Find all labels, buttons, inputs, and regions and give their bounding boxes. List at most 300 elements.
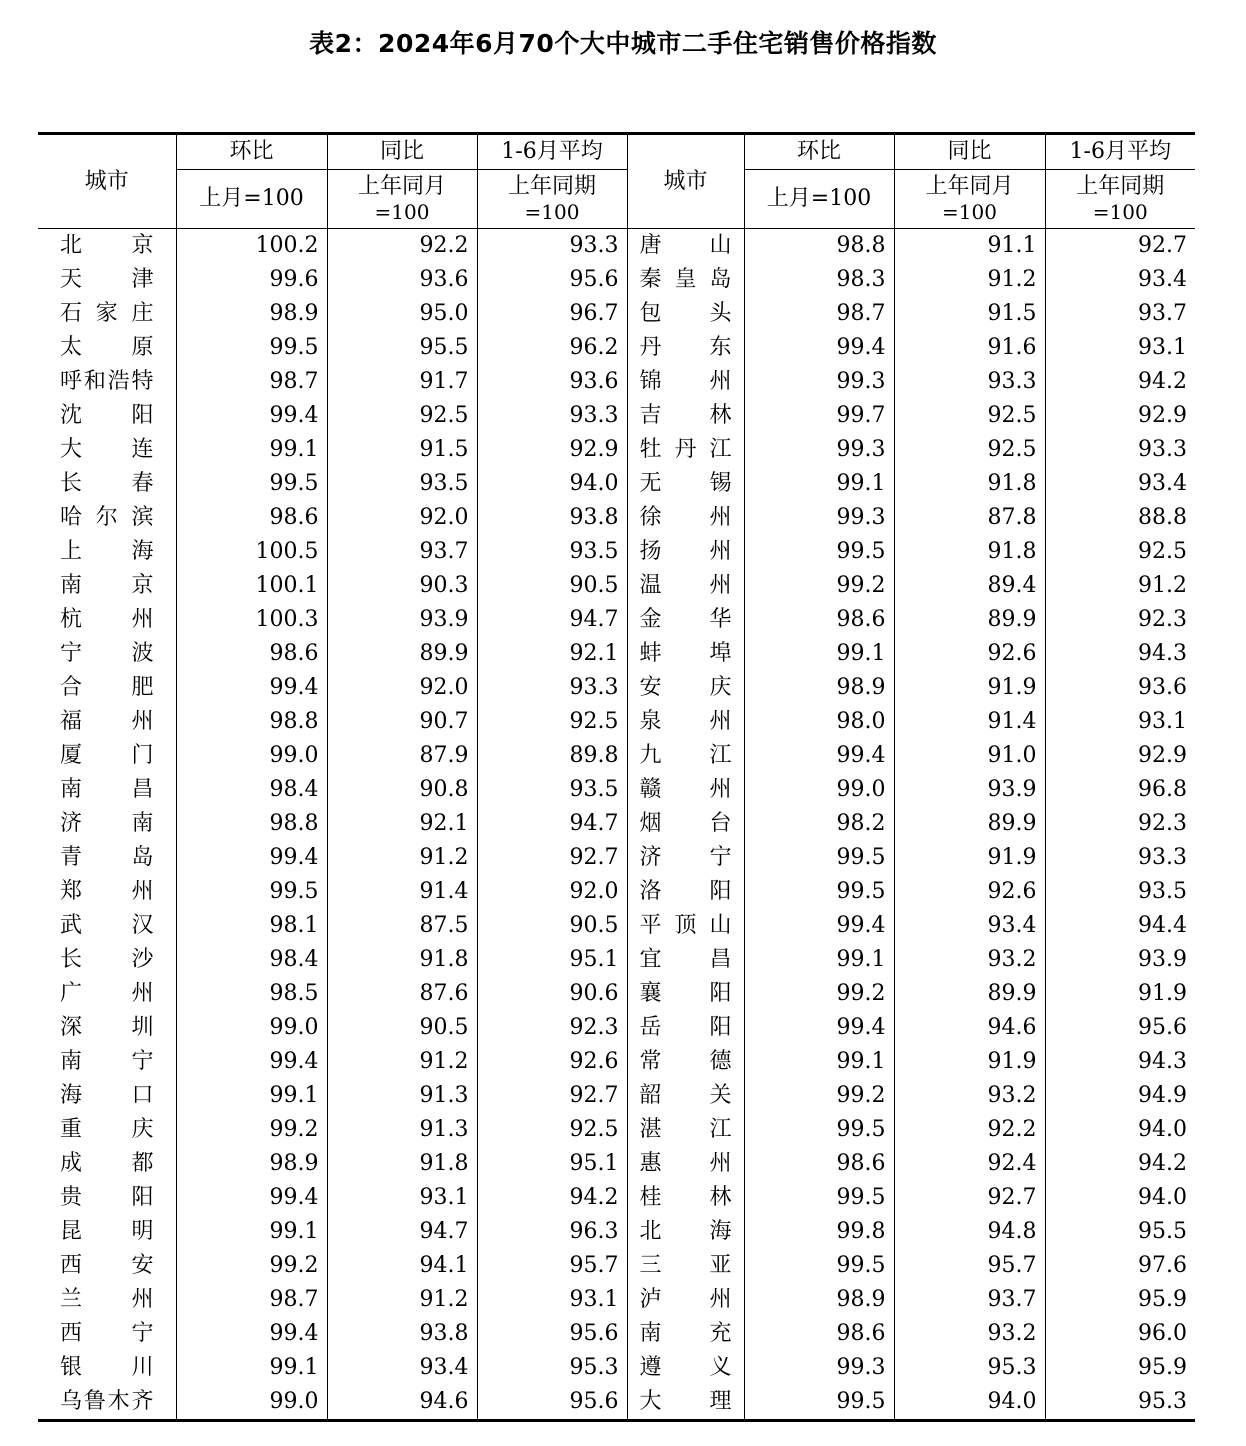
city-name-right: 桂林: [627, 1181, 744, 1215]
yoy-value-right: 93.4: [894, 909, 1045, 943]
city-name-right: 北海: [627, 1215, 744, 1249]
mom-value-right: 99.1: [744, 1045, 894, 1079]
table-row: [38, 909, 1195, 943]
city-name-right: 泸州: [627, 1283, 744, 1317]
avg-value-left: 95.6: [477, 1385, 627, 1421]
yoy-value-right: 93.2: [894, 1317, 1045, 1351]
city-name-left: 西安: [60, 1253, 154, 1278]
yoy-value-right: 91.5: [894, 297, 1045, 331]
yoy-value-left: 93.1: [327, 1181, 477, 1215]
yoy-value-right: 95.3: [894, 1351, 1045, 1385]
city-name-right: 遵义: [627, 1351, 744, 1385]
yoy-value-left: 91.2: [327, 1283, 477, 1317]
table-row: [38, 399, 1195, 433]
city-name-right: 大理: [627, 1385, 744, 1421]
yoy-value-left: 92.5: [327, 399, 477, 433]
avg-value-left: 92.0: [477, 875, 627, 909]
city-name-right: 丹东: [627, 331, 744, 365]
avg-value-right: 95.9: [1045, 1283, 1195, 1317]
mom-base-label: 上月=100: [766, 186, 872, 211]
yoy-value-right: 93.3: [894, 365, 1045, 399]
avg-value-right: 93.6: [1045, 671, 1195, 705]
table-row: [38, 1249, 1195, 1283]
yoy-value-right: 89.9: [894, 807, 1045, 841]
avg-value-right: 94.2: [1045, 1147, 1195, 1181]
yoy-value-left: 92.0: [327, 501, 477, 535]
avg-value-left: 90.5: [477, 569, 627, 603]
mom-value-left: 100.3: [176, 603, 327, 637]
avg-value-left: 95.6: [477, 1317, 627, 1351]
city-name-right: 扬州: [627, 535, 744, 569]
avg-base-line2: =100: [524, 200, 580, 224]
yoy-value-right: 92.7: [894, 1181, 1045, 1215]
yoy-value-left: 93.9: [327, 603, 477, 637]
mom-value-left: 99.4: [176, 1045, 327, 1079]
avg-value-left: 93.6: [477, 365, 627, 399]
avg-value-left: 95.1: [477, 943, 627, 977]
mom-value-right: 99.1: [744, 467, 894, 501]
city-name-right: 平顶山: [627, 909, 744, 943]
city-name-left: 呼和浩特: [60, 369, 154, 394]
city-name-left: 深圳: [60, 1015, 154, 1040]
city-name-right: 牡丹江: [627, 433, 744, 467]
yoy-value-left: 93.8: [327, 1317, 477, 1351]
mom-value-right: 99.2: [744, 1079, 894, 1113]
yoy-value-left: 90.5: [327, 1011, 477, 1045]
table-row: [38, 1351, 1195, 1385]
table-row: [38, 501, 1195, 535]
table-row: [38, 297, 1195, 331]
mom-value-left: 100.1: [176, 569, 327, 603]
table-row: [38, 467, 1195, 501]
avg-value-left: 92.6: [477, 1045, 627, 1079]
mom-value-right: 99.2: [744, 569, 894, 603]
avg-value-left: 92.7: [477, 1079, 627, 1113]
header-yoy-right: 同比: [894, 134, 1045, 170]
city-name-right: 温州: [627, 569, 744, 603]
mom-value-right: 99.4: [744, 739, 894, 773]
table-row: [38, 331, 1195, 365]
header-yoy-base-right: [894, 170, 1045, 229]
mom-value-right: 99.4: [744, 909, 894, 943]
mom-value-right: 99.8: [744, 1215, 894, 1249]
mom-value-right: 98.9: [744, 1283, 894, 1317]
header-yoy-base-left: [327, 170, 477, 229]
table-row: [38, 1045, 1195, 1079]
yoy-value-left: 91.3: [327, 1079, 477, 1113]
mom-value-right: 99.1: [744, 943, 894, 977]
mom-value-left: 99.5: [176, 331, 327, 365]
avg-value-right: 92.7: [1045, 229, 1195, 264]
mom-value-right: 99.3: [744, 365, 894, 399]
yoy-value-right: 89.9: [894, 977, 1045, 1011]
table-row: [38, 569, 1195, 603]
page-title: 表2：2024年6月70个大中城市二手住宅销售价格指数: [309, 29, 937, 58]
header-mom-base-left: [176, 170, 327, 229]
avg-value-right: 91.2: [1045, 569, 1195, 603]
table-row: [38, 603, 1195, 637]
city-name-left: 沈阳: [60, 403, 154, 428]
avg-value-right: 91.9: [1045, 977, 1195, 1011]
city-name-left: 大连: [60, 437, 154, 462]
yoy-value-left: 90.3: [327, 569, 477, 603]
mom-value-left: 99.6: [176, 263, 327, 297]
avg-value-left: 95.3: [477, 1351, 627, 1385]
mom-value-left: 98.6: [176, 637, 327, 671]
table-row: [38, 1283, 1195, 1317]
yoy-value-right: 93.9: [894, 773, 1045, 807]
avg-value-right: 94.3: [1045, 1045, 1195, 1079]
mom-value-right: 99.4: [744, 1011, 894, 1045]
avg-value-right: 95.3: [1045, 1385, 1195, 1421]
mom-value-left: 98.7: [176, 1283, 327, 1317]
avg-value-left: 89.8: [477, 739, 627, 773]
avg-value-right: 93.3: [1045, 841, 1195, 875]
city-name-left: 兰州: [60, 1287, 154, 1312]
yoy-value-left: 94.1: [327, 1249, 477, 1283]
mom-value-left: 98.8: [176, 705, 327, 739]
mom-value-right: 98.2: [744, 807, 894, 841]
yoy-value-left: 91.8: [327, 1147, 477, 1181]
avg-value-right: 93.4: [1045, 467, 1195, 501]
yoy-value-left: 89.9: [327, 637, 477, 671]
city-name-right: 南充: [627, 1317, 744, 1351]
avg-value-left: 93.3: [477, 399, 627, 433]
avg-value-left: 92.5: [477, 1113, 627, 1147]
header-city-right: 城市: [627, 134, 744, 229]
mom-value-left: 99.1: [176, 1215, 327, 1249]
avg-value-left: 94.0: [477, 467, 627, 501]
avg-value-right: 95.9: [1045, 1351, 1195, 1385]
city-name-left: 合肥: [60, 675, 154, 700]
yoy-value-right: 91.9: [894, 671, 1045, 705]
yoy-value-left: 91.3: [327, 1113, 477, 1147]
city-name-right: 泉州: [627, 705, 744, 739]
table-row: [38, 1079, 1195, 1113]
city-name-left: 宁波: [60, 641, 154, 666]
city-name-left: 郑州: [60, 879, 154, 904]
avg-value-right: 95.6: [1045, 1011, 1195, 1045]
avg-value-left: 92.1: [477, 637, 627, 671]
mom-value-right: 99.3: [744, 501, 894, 535]
avg-value-right: 93.3: [1045, 433, 1195, 467]
yoy-value-right: 95.7: [894, 1249, 1045, 1283]
header-avg-right: 1-6月平均: [1045, 134, 1195, 170]
city-name-left: 太原: [60, 335, 154, 360]
table-row: [38, 1181, 1195, 1215]
city-name-left: 银川: [60, 1355, 154, 1380]
city-name-right: 襄阳: [627, 977, 744, 1011]
yoy-value-right: 93.2: [894, 943, 1045, 977]
city-name-left: 北京: [60, 233, 154, 258]
city-name-left: 乌鲁木齐: [60, 1389, 154, 1414]
header-mom-right: 环比: [744, 134, 894, 170]
mom-value-right: 99.2: [744, 977, 894, 1011]
avg-value-right: 92.5: [1045, 535, 1195, 569]
mom-value-left: 99.1: [176, 1351, 327, 1385]
avg-value-right: 92.9: [1045, 399, 1195, 433]
mom-value-right: 99.5: [744, 875, 894, 909]
mom-value-right: 98.8: [744, 229, 894, 264]
city-name-right: 安庆: [627, 671, 744, 705]
mom-value-right: 99.5: [744, 841, 894, 875]
header-avg-left: 1-6月平均: [477, 134, 627, 170]
mom-value-left: 100.5: [176, 535, 327, 569]
mom-value-right: 99.3: [744, 1351, 894, 1385]
mom-value-left: 99.1: [176, 1079, 327, 1113]
avg-base-line2: =100: [1092, 200, 1148, 224]
table-row: [38, 841, 1195, 875]
table-row: [38, 1147, 1195, 1181]
table-row: [38, 365, 1195, 399]
avg-value-left: 93.3: [477, 671, 627, 705]
yoy-value-right: 92.4: [894, 1147, 1045, 1181]
city-name-right: 烟台: [627, 807, 744, 841]
table-row: [38, 773, 1195, 807]
avg-value-right: 93.5: [1045, 875, 1195, 909]
city-name-right: 洛阳: [627, 875, 744, 909]
header-mom-base-right: [744, 170, 894, 229]
avg-base-line1: 上年同期: [507, 174, 596, 199]
avg-value-left: 95.1: [477, 1147, 627, 1181]
mom-value-left: 99.4: [176, 399, 327, 433]
mom-value-right: 98.0: [744, 705, 894, 739]
mom-value-left: 99.0: [176, 1385, 327, 1421]
mom-value-right: 99.5: [744, 535, 894, 569]
table-row: [38, 1317, 1195, 1351]
avg-value-right: 93.1: [1045, 331, 1195, 365]
mom-value-right: 98.3: [744, 263, 894, 297]
yoy-value-right: 94.8: [894, 1215, 1045, 1249]
avg-value-left: 94.7: [477, 603, 627, 637]
header-avg-base-left: [477, 170, 627, 229]
avg-value-left: 96.2: [477, 331, 627, 365]
city-name-right: 包头: [627, 297, 744, 331]
yoy-value-left: 91.8: [327, 943, 477, 977]
city-name-right: 蚌埠: [627, 637, 744, 671]
table-row: [38, 705, 1195, 739]
mom-value-right: 98.9: [744, 671, 894, 705]
yoy-value-left: 95.5: [327, 331, 477, 365]
city-name-left: 长沙: [60, 947, 154, 972]
yoy-value-left: 87.9: [327, 739, 477, 773]
city-name-left: 海口: [60, 1083, 154, 1108]
avg-value-left: 93.8: [477, 501, 627, 535]
mom-value-left: 98.4: [176, 943, 327, 977]
mom-value-left: 100.2: [176, 229, 327, 264]
mom-value-left: 98.6: [176, 501, 327, 535]
city-name-right: 韶关: [627, 1079, 744, 1113]
city-name-right: 济宁: [627, 841, 744, 875]
yoy-value-left: 92.2: [327, 229, 477, 264]
yoy-value-right: 91.8: [894, 535, 1045, 569]
yoy-value-right: 93.7: [894, 1283, 1045, 1317]
table-row: [38, 739, 1195, 773]
table-row: [38, 637, 1195, 671]
yoy-value-left: 91.2: [327, 841, 477, 875]
yoy-value-right: 92.5: [894, 433, 1045, 467]
city-name-left: 上海: [60, 539, 154, 564]
city-name-left: 厦门: [60, 743, 154, 768]
table-row: [38, 433, 1195, 467]
mom-value-left: 99.1: [176, 433, 327, 467]
table-row: [38, 535, 1195, 569]
city-name-right: 徐州: [627, 501, 744, 535]
city-name-right: 金华: [627, 603, 744, 637]
city-name-left: 南昌: [60, 777, 154, 802]
mom-value-left: 99.5: [176, 875, 327, 909]
yoy-value-left: 92.0: [327, 671, 477, 705]
avg-value-right: 97.6: [1045, 1249, 1195, 1283]
mom-value-left: 98.9: [176, 297, 327, 331]
avg-value-left: 95.6: [477, 263, 627, 297]
yoy-value-left: 93.7: [327, 535, 477, 569]
avg-value-left: 94.7: [477, 807, 627, 841]
avg-value-right: 92.3: [1045, 603, 1195, 637]
avg-value-left: 93.5: [477, 773, 627, 807]
yoy-value-left: 91.7: [327, 365, 477, 399]
mom-value-left: 98.8: [176, 807, 327, 841]
header-yoy-left: 同比: [327, 134, 477, 170]
city-name-left: 杭州: [60, 607, 154, 632]
mom-value-right: 98.7: [744, 297, 894, 331]
city-name-left: 哈尔滨: [60, 505, 154, 530]
yoy-value-left: 94.6: [327, 1385, 477, 1421]
mom-value-right: 99.5: [744, 1113, 894, 1147]
yoy-value-right: 87.8: [894, 501, 1045, 535]
yoy-value-right: 91.9: [894, 1045, 1045, 1079]
avg-value-right: 93.9: [1045, 943, 1195, 977]
city-name-left: 南宁: [60, 1049, 154, 1074]
mom-value-left: 98.9: [176, 1147, 327, 1181]
city-name-right: 赣州: [627, 773, 744, 807]
avg-value-right: 94.2: [1045, 365, 1195, 399]
avg-value-right: 93.7: [1045, 297, 1195, 331]
city-name-left: 广州: [60, 981, 154, 1006]
avg-value-left: 92.5: [477, 705, 627, 739]
city-name-right: 吉林: [627, 399, 744, 433]
mom-value-right: 99.5: [744, 1249, 894, 1283]
avg-value-left: 92.3: [477, 1011, 627, 1045]
mom-value-left: 99.5: [176, 467, 327, 501]
yoy-value-right: 92.2: [894, 1113, 1045, 1147]
avg-value-right: 94.9: [1045, 1079, 1195, 1113]
yoy-base-line2: =100: [374, 200, 430, 224]
city-name-left: 青岛: [60, 845, 154, 870]
yoy-value-right: 91.1: [894, 229, 1045, 264]
city-name-left: 福州: [60, 709, 154, 734]
city-name-left: 南京: [60, 573, 154, 598]
city-name-right: 常德: [627, 1045, 744, 1079]
avg-value-left: 93.3: [477, 229, 627, 264]
avg-value-left: 92.9: [477, 433, 627, 467]
city-name-right: 湛江: [627, 1113, 744, 1147]
mom-value-right: 99.7: [744, 399, 894, 433]
yoy-value-right: 91.4: [894, 705, 1045, 739]
table-row: [38, 671, 1195, 705]
avg-base-line1: 上年同期: [1076, 174, 1165, 199]
city-name-right: 锦州: [627, 365, 744, 399]
avg-value-right: 94.3: [1045, 637, 1195, 671]
yoy-base-line1: 上年同月: [357, 174, 446, 199]
table-body: [38, 229, 1195, 1421]
yoy-value-left: 87.6: [327, 977, 477, 1011]
yoy-base-line1: 上年同月: [925, 174, 1014, 199]
yoy-value-right: 92.6: [894, 875, 1045, 909]
table-row: [38, 943, 1195, 977]
avg-value-left: 92.7: [477, 841, 627, 875]
city-name-right: 宜昌: [627, 943, 744, 977]
mom-value-left: 99.2: [176, 1113, 327, 1147]
city-name-left: 昆明: [60, 1219, 154, 1244]
yoy-value-left: 87.5: [327, 909, 477, 943]
yoy-value-left: 94.7: [327, 1215, 477, 1249]
mom-value-right: 98.6: [744, 603, 894, 637]
avg-value-right: 95.5: [1045, 1215, 1195, 1249]
city-name-right: 九江: [627, 739, 744, 773]
yoy-value-left: 93.4: [327, 1351, 477, 1385]
mom-value-right: 98.6: [744, 1317, 894, 1351]
city-name-left: 石家庄: [60, 301, 154, 326]
avg-value-left: 96.3: [477, 1215, 627, 1249]
mom-value-left: 99.4: [176, 841, 327, 875]
yoy-value-left: 92.1: [327, 807, 477, 841]
yoy-base-line2: =100: [942, 200, 997, 224]
price-index-table: [38, 132, 1195, 1422]
mom-value-left: 99.0: [176, 1011, 327, 1045]
avg-value-right: 94.0: [1045, 1181, 1195, 1215]
avg-value-right: 96.0: [1045, 1317, 1195, 1351]
avg-value-left: 93.5: [477, 535, 627, 569]
city-name-right: 三亚: [627, 1249, 744, 1283]
avg-value-left: 93.1: [477, 1283, 627, 1317]
yoy-value-right: 89.4: [894, 569, 1045, 603]
avg-value-right: 93.1: [1045, 705, 1195, 739]
city-name-right: 无锡: [627, 467, 744, 501]
yoy-value-left: 90.8: [327, 773, 477, 807]
table-row: [38, 807, 1195, 841]
yoy-value-right: 91.9: [894, 841, 1045, 875]
table-row: [38, 875, 1195, 909]
city-name-left: 成都: [60, 1151, 154, 1176]
mom-value-left: 99.0: [176, 739, 327, 773]
yoy-value-right: 91.2: [894, 263, 1045, 297]
table-row: [38, 229, 1195, 264]
avg-value-right: 94.0: [1045, 1113, 1195, 1147]
yoy-value-left: 93.5: [327, 467, 477, 501]
table-row: [38, 1215, 1195, 1249]
yoy-value-left: 95.0: [327, 297, 477, 331]
table-row: [38, 263, 1195, 297]
yoy-value-right: 91.8: [894, 467, 1045, 501]
yoy-value-right: 94.0: [894, 1385, 1045, 1421]
table-row: [38, 1385, 1195, 1421]
yoy-value-right: 91.6: [894, 331, 1045, 365]
yoy-value-right: 89.9: [894, 603, 1045, 637]
city-name-left: 天津: [60, 267, 154, 292]
city-name-left: 长春: [60, 471, 154, 496]
avg-value-left: 90.6: [477, 977, 627, 1011]
mom-base-label: 上月=100: [199, 186, 304, 211]
city-name-right: 唐山: [627, 229, 744, 264]
mom-value-left: 98.7: [176, 365, 327, 399]
mom-value-left: 98.1: [176, 909, 327, 943]
avg-value-right: 94.4: [1045, 909, 1195, 943]
mom-value-left: 99.4: [176, 1317, 327, 1351]
mom-value-right: 99.0: [744, 773, 894, 807]
avg-value-right: 92.9: [1045, 739, 1195, 773]
avg-value-right: 96.8: [1045, 773, 1195, 807]
